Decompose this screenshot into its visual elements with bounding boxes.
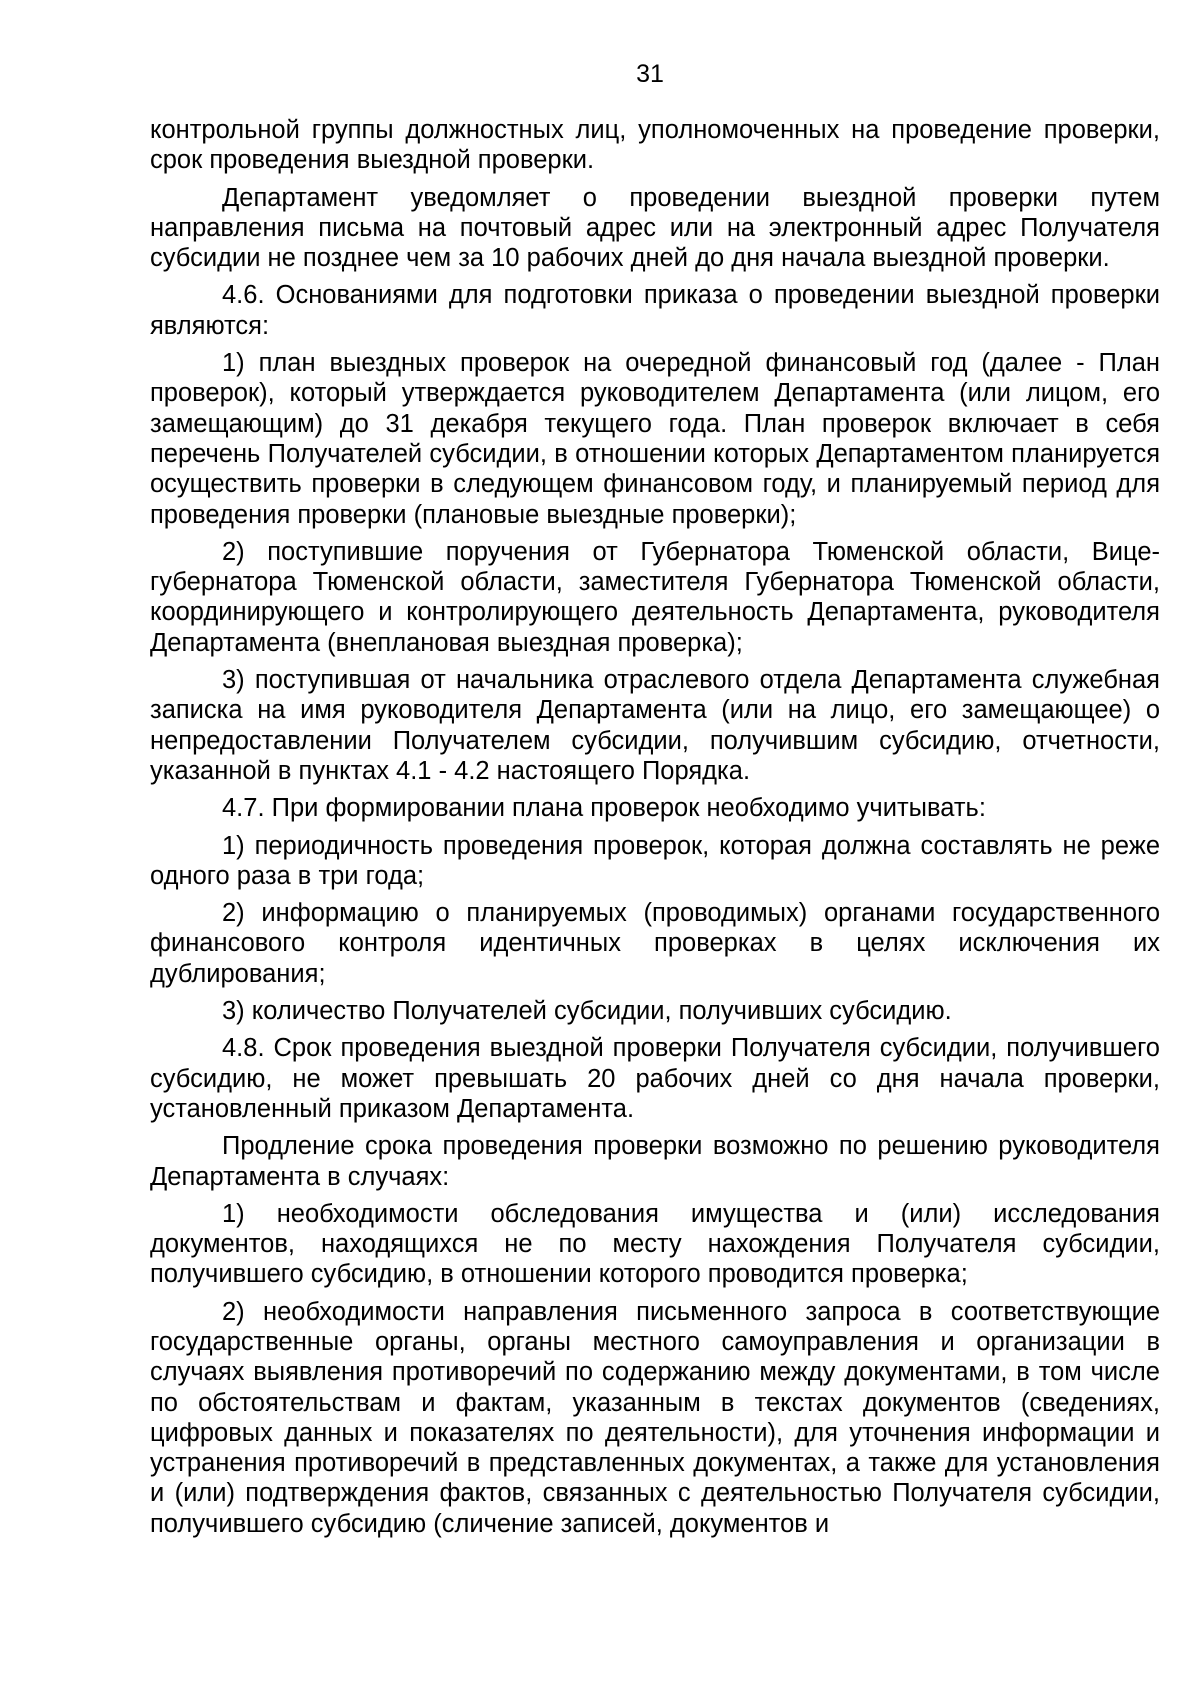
paragraph-4-6-item-2: 2) поступившие поручения от Губернатора Тюменской области, Вице-губернатора Тюменской области, заместителя Губернатора Тюменской области, координирующего и контролирующего деятельность Департамента, руководителя Департамента (внеплановая выездная проверка); bbox=[150, 537, 1160, 657]
paragraph-4-6-item-3: 3) поступившая от начальника отраслевого отдела Департамента служебная записка на имя руководителя Департамента (или на лицо, его замещающее) о непредоставлении Получателем субсидии, получившим субсидию, отчетности, указанной в пунктах 4.1 - 4.2 настоящего Порядка. bbox=[150, 666, 1160, 785]
paragraph-4-7-item-1: 1) периодичность проведения проверок, которая должна составлять не реже одного раза в три года; bbox=[150, 831, 1160, 890]
paragraph-4-8: 4.8. Срок проведения выездной проверки Получателя субсидии, получившего субсидию, не может превышать 20 рабочих дней со дня начала проверки, установленный приказом Департамента. bbox=[150, 1034, 1160, 1123]
paragraph-4-7-item-3: 3) количество Получателей субсидии, получивших субсидию. bbox=[222, 997, 952, 1026]
paragraph-4-6: 4.6. Основаниями для подготовки приказа о проведении выездной проверки являются: bbox=[150, 281, 1160, 340]
paragraph-extension: Продление срока проведения проверки возможно по решению руководителя Департамента в случаях: bbox=[150, 1132, 1160, 1191]
paragraph-notification: Департамент уведомляет о проведении выездной проверки путем направления письма на почтовый адрес или на электронный адрес Получателя субсидии не позднее чем за 10 рабочих дней до дня начала выездной проверки. bbox=[150, 183, 1160, 273]
page-number: 31 bbox=[636, 60, 664, 88]
paragraph-extension-item-2: 2) необходимости направления письменного запроса в соответствующие государственные органы, органы местного самоуправления и организации в случаях выявления противоречий по содержанию между документами, в том числе по обстоятельствам и фактам, указанным в текстах документов (сведениях, цифровых данных и показателях по деятельности), для уточнения информации и устранения противоречий в представленных документах, а также для установления и (или) подтверждения фактов, связанных с деятельностью Получателя субсидии, получившего субсидию (сличение записей, документов и bbox=[150, 1297, 1160, 1538]
paragraph-continuation: контрольной группы должностных лиц, уполномоченных на проведение проверки, срок проведения выездной проверки. bbox=[150, 116, 1160, 175]
paragraph-4-7: 4.7. При формировании плана проверок необходимо учитывать: bbox=[222, 794, 986, 823]
paragraph-4-6-item-1: 1) план выездных проверок на очередной финансовый год (далее - План проверок), который утверждается руководителем Департамента (или лицом, его замещающим) до 31 декабря текущего года. План проверок включает в себя перечень Получателей субсидии, в отношении которых Департаментом планируется осуществить проверки в следующем финансовом году, и планируемый период для проведения проверки (плановые выездные проверки); bbox=[150, 349, 1160, 529]
document-body bbox=[150, 115, 1160, 1546]
paragraph-4-7-item-2: 2) информацию о планируемых (проводимых) органами государственного финансового контроля идентичных проверках в целях исключения их дублирования; bbox=[150, 899, 1160, 988]
paragraph-extension-item-1: 1) необходимости обследования имущества и (или) исследования документов, находящихся не по месту нахождения Получателя субсидии, получившего субсидию, в отношении которого проводится проверка; bbox=[150, 1199, 1160, 1289]
